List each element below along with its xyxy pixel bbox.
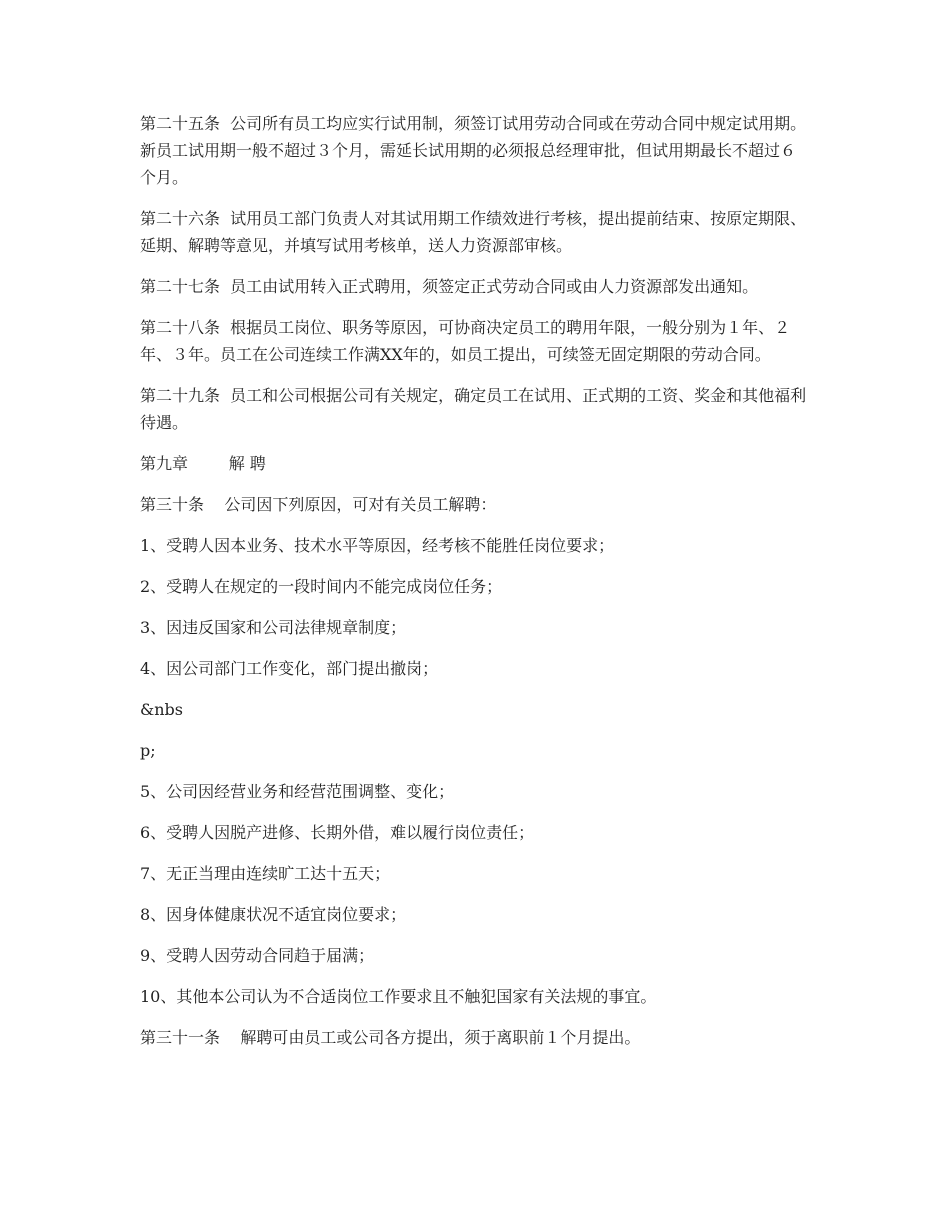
list-item: 4、因公司部门工作变化，部门提出撤岗；: [140, 659, 439, 678]
list-item: 7、无正当理由连续旷工达十五天；: [140, 864, 391, 883]
list-item: 3、因违反国家和公司法律规章制度；: [140, 618, 407, 637]
list-item: 10、其他本公司认为不合适岗位工作要求且不触犯国家有关法规的事宜。: [140, 987, 657, 1006]
article-29-paragraph: 第二十九条 员工和公司根据公司有关规定，确定员工在试用、正式期的工资、奖金和其他福利待遇。: [140, 386, 807, 432]
article-27-paragraph: 第二十七条 员工由试用转入正式聘用，须签定正式劳动合同或由人力资源部发出通知。: [140, 277, 759, 296]
article-28-paragraph: 第二十八条 根据员工岗位、职务等原因，可协商决定员工的聘用年限，一般分别为１年、２年、３年。员工在公司连续工作满XX年的，如员工提出，可续签无固定期限的劳动合同。: [140, 318, 791, 364]
article-26-paragraph: 第二十六条 试用员工部门负责人对其试用期工作绩效进行考核，提出提前结束、按原定期限、延期、解聘等意见，并填写试用考核单，送人力资源部审核。: [140, 209, 807, 255]
article-25-paragraph: 第二十五条 公司所有员工均应实行试用制，须签订试用劳动合同或在劳动合同中规定试用期。新员工试用期一般不超过３个月，需延长试用期的必须报总经理审批，但试用期最长不超过６个月。: [140, 114, 807, 187]
list-item: 6、受聘人因脱产进修、长期外借，难以履行岗位责任；: [140, 823, 535, 842]
list-item: 1、受聘人因本业务、技术水平等原因，经考核不能胜任岗位要求；: [140, 536, 615, 555]
list-item: 8、因身体健康状况不适宜岗位要求；: [140, 905, 407, 924]
stray-entity-fragment: p;: [140, 741, 156, 760]
chapter-9-heading: 第九章 解 聘: [140, 454, 266, 473]
list-item: 5、公司因经营业务和经营范围调整、变化；: [140, 782, 455, 801]
article-31-paragraph: 第三十一条 解聘可由员工或公司各方提出，须于离职前１个月提出。: [140, 1028, 641, 1047]
list-item: 2、受聘人在规定的一段时间内不能完成岗位任务；: [140, 577, 503, 596]
article-30-paragraph: 第三十条 公司因下列原因，可对有关员工解聘：: [140, 495, 497, 514]
list-item: 9、受聘人因劳动合同趋于届满；: [140, 946, 375, 965]
document-body: [140, 110, 810, 1065]
stray-entity-fragment: &nbs: [140, 700, 183, 719]
